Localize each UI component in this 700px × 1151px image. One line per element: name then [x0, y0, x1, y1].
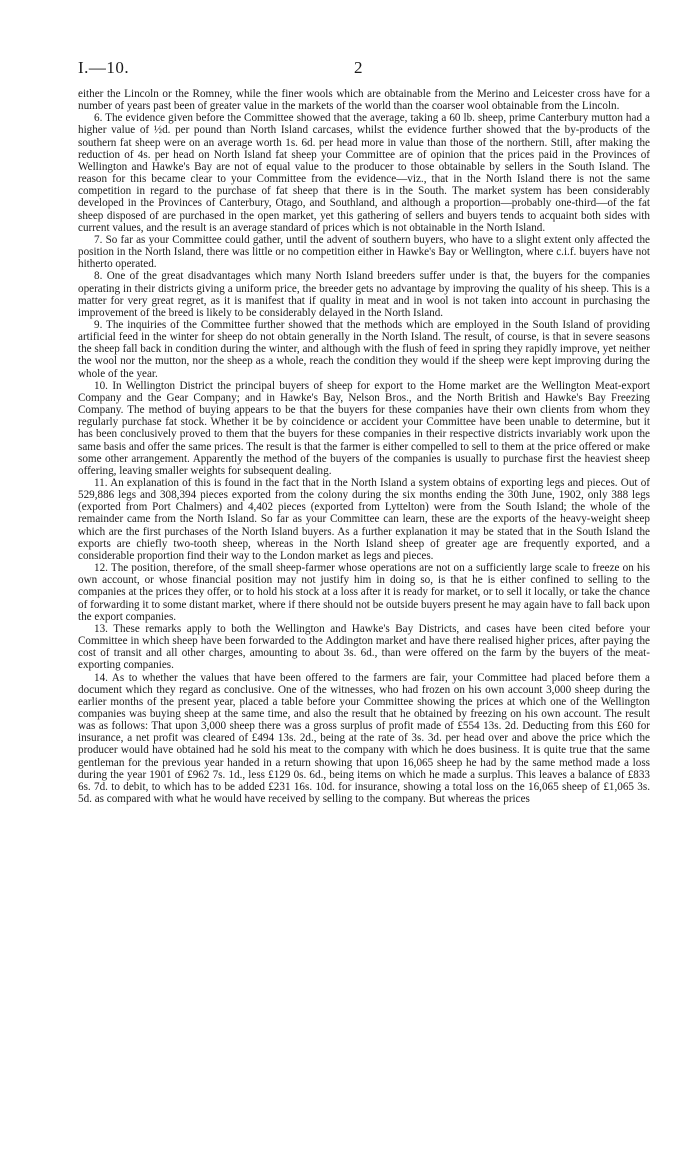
paragraph-14: 14. As to whether the values that have been offered to the farmers are fair, your Committee had placed before them a document which they regard as conclusive. One of the witnesses, who had frozen on his own account 3,000 sheep during the earlier months of the present year, placed a table before your Committee showing the prices at which one of the Wellington companies was buying sheep at the same time, and also the result that he obtained by freezing on his own account. The result was as follows: That upon 3,000 sheep there was a gross surplus of profit made of £554 13s. 2d. Deducting from this £60 for insurance, a net profit was cleared of £494 13s. 2d., being at the rate of 3s. 3d. per head over and above the price which the producer would have obtained had he sold his meat to the company with which he does business. It is quite true that the same gentleman for the previous year handed in a return showing that upon 16,065 sheep he had by the same method made a loss during the year 1901 of £962 7s. 1d., less £129 0s. 6d., being items on which he made a surplus. This leaves a balance of £833 6s. 7d. to debit, to which has to be added £231 16s. 10d. for insurance, showing a total loss on the 16,065 sheep of £1,065 3s. 5d. as compared with what he would have received by selling to the company. But whereas the prices — [78, 671, 650, 806]
paragraph-10: 10. In Wellington District the principal buyers of sheep for export to the Home market are the Wellington Meat-export Company and the Gear Company; and in Hawke's Bay, Nelson Bros., and the North British and Hawke's Bay Freezing Company. The method of buying appears to be that the buyers for these companies have their own clients from whom they regularly purchase fat stock. Whether it be by coincidence or accident your Committee have been unable to determine, but it has been conclusively proved to them that the buyers for these companies in their respective districts invariably work upon the same basis and offer the same prices. The result is that the farmer is either compelled to sell to them at the price offered or make some other arrangement. Apparently the method of the buyers of the companies is usually to purchase first the heaviest sheep offering, leaving smaller weights for subsequent dealing. — [78, 379, 650, 477]
document-page — [78, 58, 650, 805]
paragraph-8: 8. One of the great disadvantages which many North Island breeders suffer under is that, the buyers for the companies operating in their districts giving a uniform price, the breeder gets no advantage by improving the quality of his sheep. This is a matter for very great regret, as it is manifest that if quality in meat and in wool is not taken into account in purchasing the improvement of the breed is likely to be considerably delayed in the North Island. — [78, 270, 650, 319]
page-number: 2 — [354, 58, 363, 77]
page-header — [78, 58, 650, 88]
paragraph-6: 6. The evidence given before the Committee showed that the average, taking a 60 lb. sheep, prime Canterbury mutton had a higher value of ½d. per pound than North Island carcases, whilst the evidence further showed that the by-products of the southern fat sheep were on an average worth 1s. 6d. per head more in value than those of the northern. Still, after making the reduction of 4s. per head on North Island fat sheep your Committee are of opinion that the prices paid in the Provinces of Wellington and Hawke's Bay are not of equal value to the producer to those obtainable by sellers in the South Island. The reason for this became clear to your Committee from the evidence—viz., that in the North Island there is not the same competition in regard to the purchase of fat sheep that there is in the South. The market system has been considerably developed in the Provinces of Canterbury, Otago, and Southland, and although a proportion—probably one-third—of the fat sheep disposed of are purchased in the open market, yet this gathering of sellers and buyers tends to acquaint both sides with current values, and the result is an average standard of prices which is not obtainable in the North Island. — [78, 112, 650, 234]
paragraph-13: 13. These remarks apply to both the Wellington and Hawke's Bay Districts, and cases have been cited before your Committee in which sheep have been forwarded to the Addington market and have there realised higher prices, after paying the cost of transit and all other charges, amounting to about 3s. 6d., than were offered on the farm by the buyers of the meat-exporting companies. — [78, 622, 650, 672]
paragraph-9: 9. The inquiries of the Committee further showed that the methods which are employed in the South Island of providing artificial feed in the winter for sheep do not obtain generally in the North Island. The result, of course, is that in severe seasons the sheep fall back in condition during the winter, and although with the flush of feed in spring they rapidly improve, yet neither the wool nor the mutton, nor the sheep as a whole, reach the condition they would if the sheep were kept improving during the whole of the year. — [78, 318, 650, 380]
paragraph-12: 12. The position, therefore, of the small sheep-farmer whose operations are not on a sufficiently large scale to freeze on his own account, or whose financial position may not justify him in doing so, is that he is either confined to selling to the companies at the prices they offer, or to hold his stock at a loss after it is ready for market, or to sell it locally, or take the chance of forwarding it to some distant market, where if there should not be outside buyers present he may again have to fall back upon the export companies. — [78, 562, 650, 623]
paragraph-7: 7. So far as your Committee could gather, until the advent of southern buyers, who have to a slight extent only affected the position in the North Island, there was little or no competition either in Hawke's Bay or Wellington, where c.i.f. buyers have not hitherto operated. — [78, 233, 650, 271]
paragraph-continued: either the Lincoln or the Romney, while the finer wools which are obtainable from the Merino and Leicester cross have for a number of years past been of greater value in the markets of the world than the coarser wool obtainable from the Lincoln. — [78, 88, 650, 113]
body-text — [78, 88, 650, 805]
document-reference: I.—10. — [78, 58, 130, 77]
paragraph-11: 11. An explanation of this is found in the fact that in the North Island a system obtains of exporting legs and pieces. Out of 529,886 legs and 308,394 pieces exported from the colony during the six months ending the 30th June, 1902, only 388 legs (exported from Port Chalmers) and 4,402 pieces (exported from Lyttelton) were from the South Island; the whole of the remainder came from the North Island. So far as your Committee can learn, these are the exports of the heavy-weight sheep which are the first purchases of the North Island buyers. As a further explanation it may be stated that in the South Island the exports are chiefly two-tooth sheep, whereas in the North Island sheep of greater age are frequently exported, and a considerable proportion find their way to the London market as legs and pieces. — [78, 477, 650, 562]
